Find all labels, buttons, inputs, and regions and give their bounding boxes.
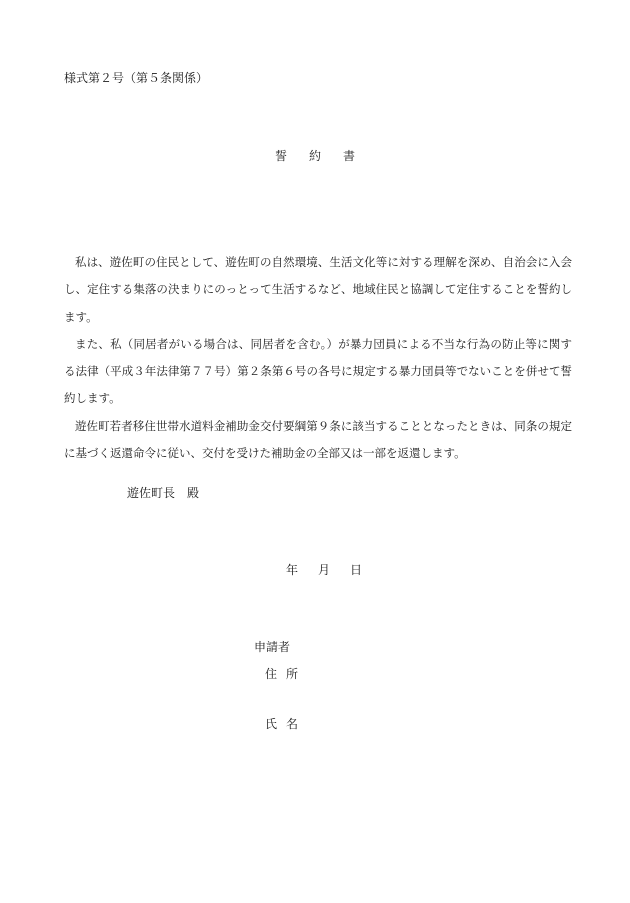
title-char-1: 誓 — [274, 149, 287, 163]
name-label-char-1: 氏 — [265, 717, 278, 731]
title-char-2: 約 — [308, 149, 321, 163]
name-label — [265, 715, 298, 732]
pledge-body — [64, 249, 572, 467]
addressee: 遊佐町長 殿 — [127, 486, 200, 500]
title-char-3: 書 — [343, 149, 356, 163]
applicant-heading: 申請者 — [254, 640, 291, 654]
name-label-char-2: 名 — [286, 717, 299, 731]
address-label-char-2: 所 — [286, 667, 299, 681]
date-year-label: 年 — [286, 563, 299, 577]
address-label — [265, 665, 298, 682]
form-number-label: 様式第２号（第５条関係） — [64, 71, 209, 85]
address-label-char-1: 住 — [265, 667, 278, 681]
date-month-label: 月 — [318, 563, 331, 577]
document-title — [0, 147, 630, 164]
pledge-paragraph-antigang: また、私（同居者がいる場合は、同居者を含む。）が暴力団員による不当な行為の防止等に関する法律（平成３年法律第７７号）第２条第６号の各号に規定する暴力団員等でないことを併せて誓約します。 — [64, 336, 572, 406]
pledge-paragraph-repayment: 遊佐町若者移住世帯水道料金補助金交付要綱第９条に該当することとなったときは、同条の規定に基づく返還命令に従い、交付を受けた補助金の全部又は一部を返還します。 — [64, 418, 572, 461]
pledge-paragraph-residence: 私は、遊佐町の住民として、遊佐町の自然環境、生活文化等に対する理解を深め、自治会に入会し、定住する集落の決まりにのっとって生活するなど、地域住民と協調して定住することを誓約します。 — [64, 255, 572, 324]
date-line — [286, 561, 362, 578]
date-day-label: 日 — [350, 563, 363, 577]
